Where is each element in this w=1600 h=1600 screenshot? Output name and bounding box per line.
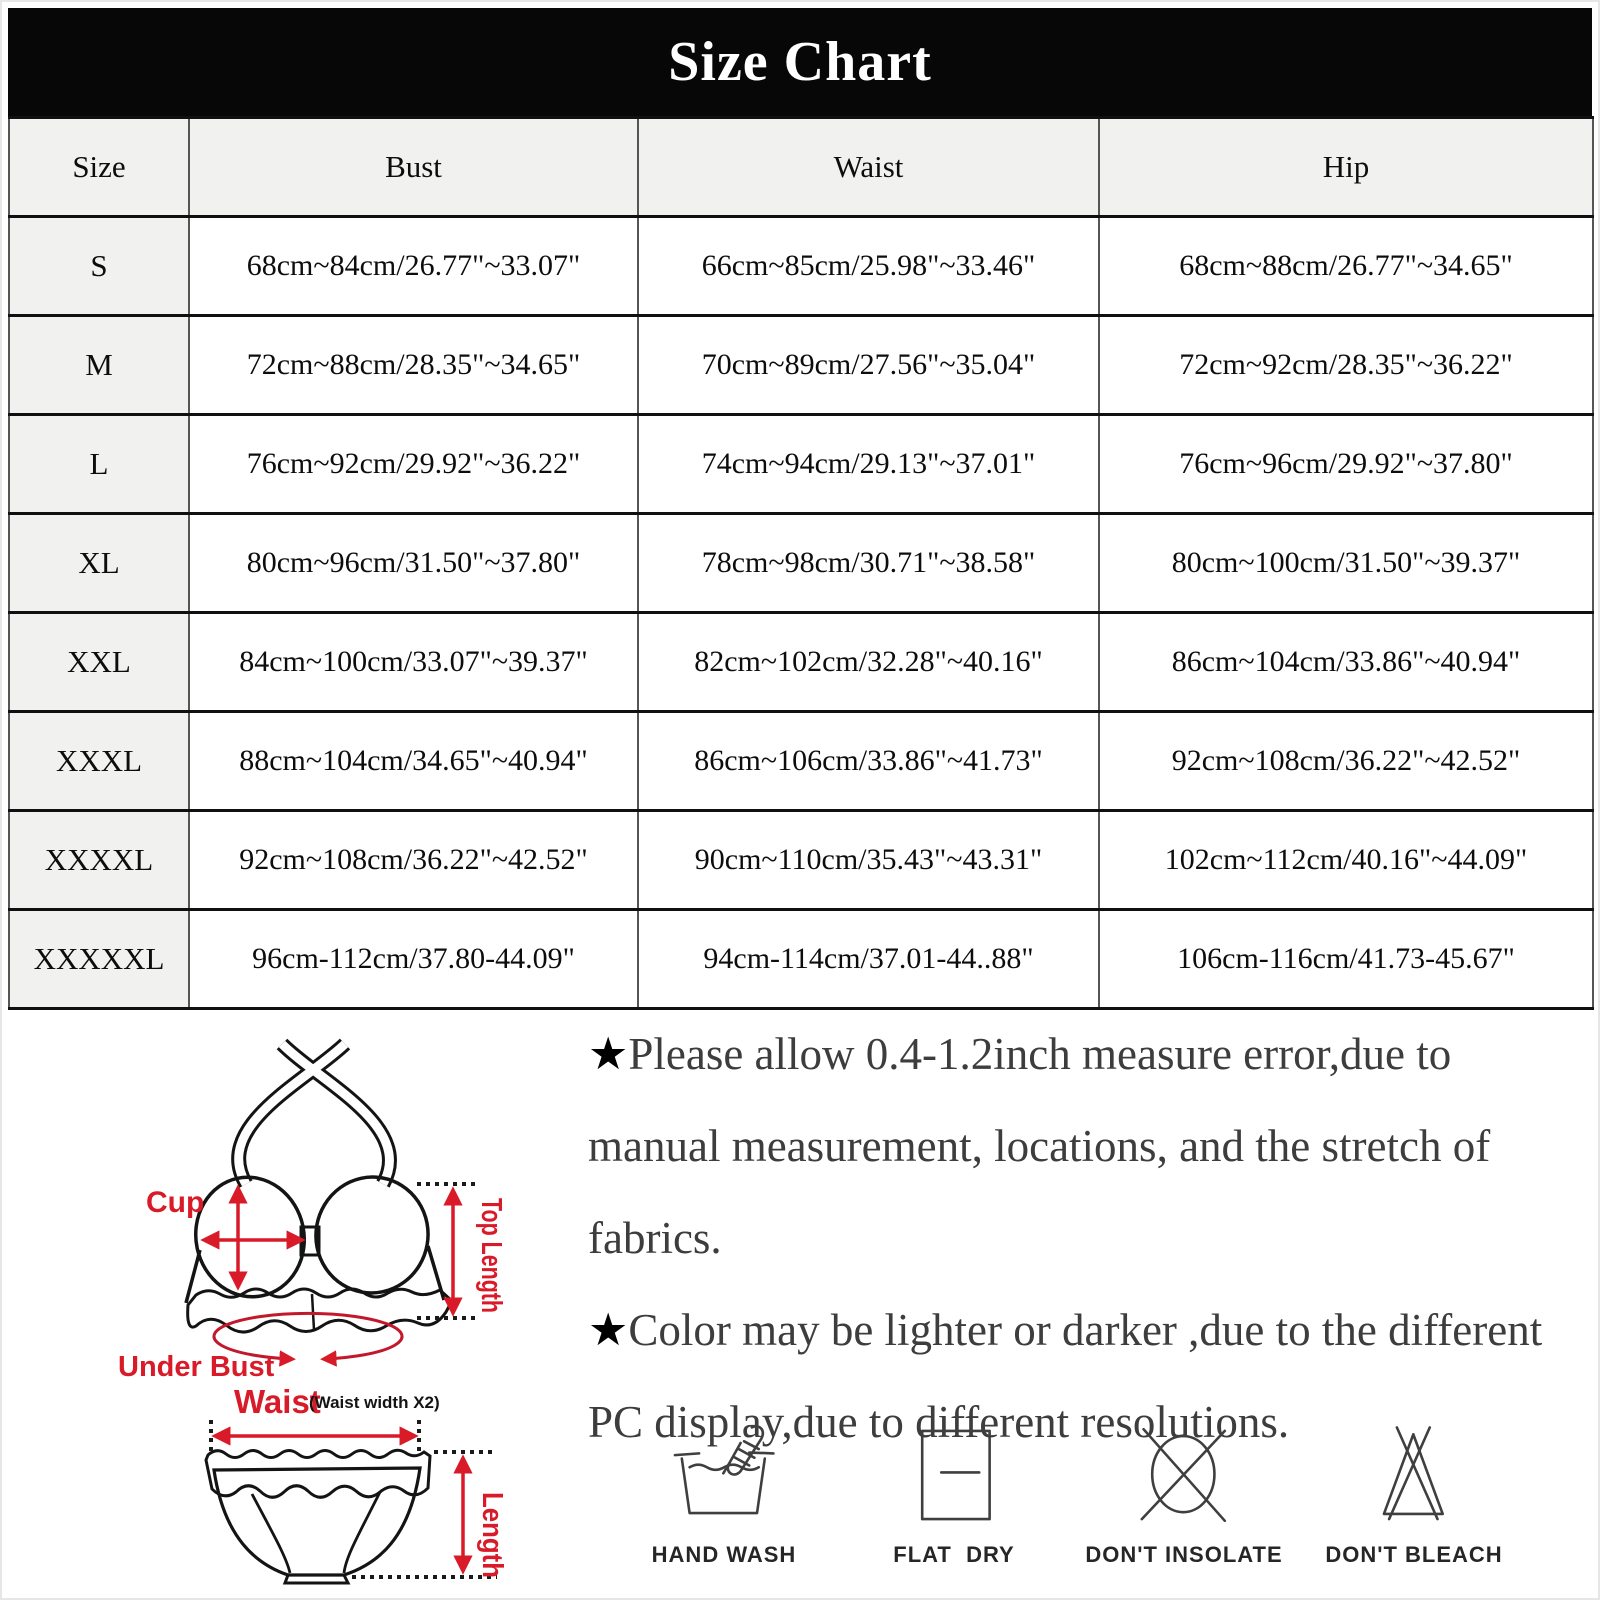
dont-bleach-icon: [1358, 1424, 1470, 1526]
top-annotations: [118, 1184, 507, 1383]
care-hand-wash: [618, 1424, 830, 1568]
hip-value: 68cm~88cm/26.77"~34.65": [1099, 217, 1593, 316]
length-label: Length: [476, 1492, 508, 1589]
dont-insolate-icon: [1128, 1424, 1240, 1526]
bikini-bottom-drawing: [206, 1450, 430, 1583]
bikini-top-drawing: [185, 1044, 452, 1332]
care-flat-dry: [848, 1424, 1060, 1568]
measurement-diagram: [0, 1000, 620, 1600]
table-row: [9, 811, 1593, 910]
hand-wash-icon: [668, 1424, 780, 1526]
under-bust-label: Under Bust: [118, 1351, 275, 1383]
bust-value: 96cm-112cm/37.80-44.09": [189, 910, 638, 1009]
col-header-bust: Bust: [189, 118, 638, 217]
care-label: FLAT DRY: [893, 1542, 1015, 1567]
bust-value: 88cm~104cm/34.65"~40.94": [189, 712, 638, 811]
waist-value: 66cm~85cm/25.98"~33.46": [638, 217, 1099, 316]
table-row: [9, 613, 1593, 712]
star-icon: ★: [588, 1029, 629, 1079]
table-row: [9, 316, 1593, 415]
waist-value: 74cm~94cm/29.13"~37.01": [638, 415, 1099, 514]
cup-label: Cup: [146, 1186, 205, 1219]
page-title: Size Chart: [668, 31, 932, 93]
bust-value: 92cm~108cm/36.22"~42.52": [189, 811, 638, 910]
care-instructions-row: [618, 1424, 1520, 1568]
care-label: HAND WASH: [651, 1542, 797, 1567]
size-label: XXXL: [9, 712, 189, 811]
star-icon: ★: [588, 1305, 629, 1355]
care-label: DON'T INSOLATE: [1085, 1542, 1283, 1567]
table-row: [9, 415, 1593, 514]
hip-value: 80cm~100cm/31.50"~39.37": [1099, 514, 1593, 613]
hip-value: 76cm~96cm/29.92"~37.80": [1099, 415, 1593, 514]
waist-note-label: (Waist width X2): [309, 1393, 440, 1412]
hip-value: 72cm~92cm/28.35"~36.22": [1099, 316, 1593, 415]
care-label: DON'T BLEACH: [1325, 1542, 1503, 1567]
care-dont-bleach: [1308, 1424, 1520, 1568]
top-length-label: Top Length: [475, 1198, 507, 1354]
care-dont-insolate: [1078, 1424, 1290, 1568]
notes-block: [588, 1008, 1590, 1468]
flat-dry-icon: [898, 1424, 1010, 1526]
title-bar: [8, 8, 1592, 116]
waist-value: 90cm~110cm/35.43"~43.31": [638, 811, 1099, 910]
col-header-waist: Waist: [638, 118, 1099, 217]
size-label: XXL: [9, 613, 189, 712]
size-label: XXXXL: [9, 811, 189, 910]
table-row: [9, 712, 1593, 811]
bust-value: 72cm~88cm/28.35"~34.65": [189, 316, 638, 415]
hip-value: 86cm~104cm/33.86"~40.94": [1099, 613, 1593, 712]
waist-label: Waist: [234, 1383, 321, 1420]
waist-value: 82cm~102cm/32.28"~40.16": [638, 613, 1099, 712]
table-row: [9, 217, 1593, 316]
bust-value: 76cm~92cm/29.92"~36.22": [189, 415, 638, 514]
note-measure-error: ★Please allow 0.4-1.2inch measure error,due to manual measurement, locations, and the stretch of fabrics.: [588, 1029, 1491, 1263]
size-label: XL: [9, 514, 189, 613]
hip-value: 106cm-116cm/41.73-45.67": [1099, 910, 1593, 1009]
table-header-row: [9, 118, 1593, 217]
note-color-difference: ★Color may be lighter or darker ,due to the different PC display,due to different resolutions.: [588, 1305, 1543, 1447]
size-table: [8, 116, 1594, 1010]
bust-value: 84cm~100cm/33.07"~39.37": [189, 613, 638, 712]
waist-value: 78cm~98cm/30.71"~38.58": [638, 514, 1099, 613]
col-header-size: Size: [9, 118, 189, 217]
table-row: [9, 514, 1593, 613]
waistband: [206, 1450, 430, 1497]
waist-value: 86cm~106cm/33.86"~41.73": [638, 712, 1099, 811]
hip-value: 102cm~112cm/40.16"~44.09": [1099, 811, 1593, 910]
size-label: XXXXXL: [9, 910, 189, 1009]
col-header-hip: Hip: [1099, 118, 1593, 217]
bottom-annotations: [211, 1383, 508, 1589]
bust-value: 68cm~84cm/26.77"~33.07": [189, 217, 638, 316]
size-label: S: [9, 217, 189, 316]
waist-value: 70cm~89cm/27.56"~35.04": [638, 316, 1099, 415]
waist-value: 94cm-114cm/37.01-44..88": [638, 910, 1099, 1009]
bust-value: 80cm~96cm/31.50"~37.80": [189, 514, 638, 613]
size-label: M: [9, 316, 189, 415]
table-row: [9, 910, 1593, 1009]
hip-value: 92cm~108cm/36.22"~42.52": [1099, 712, 1593, 811]
size-label: L: [9, 415, 189, 514]
